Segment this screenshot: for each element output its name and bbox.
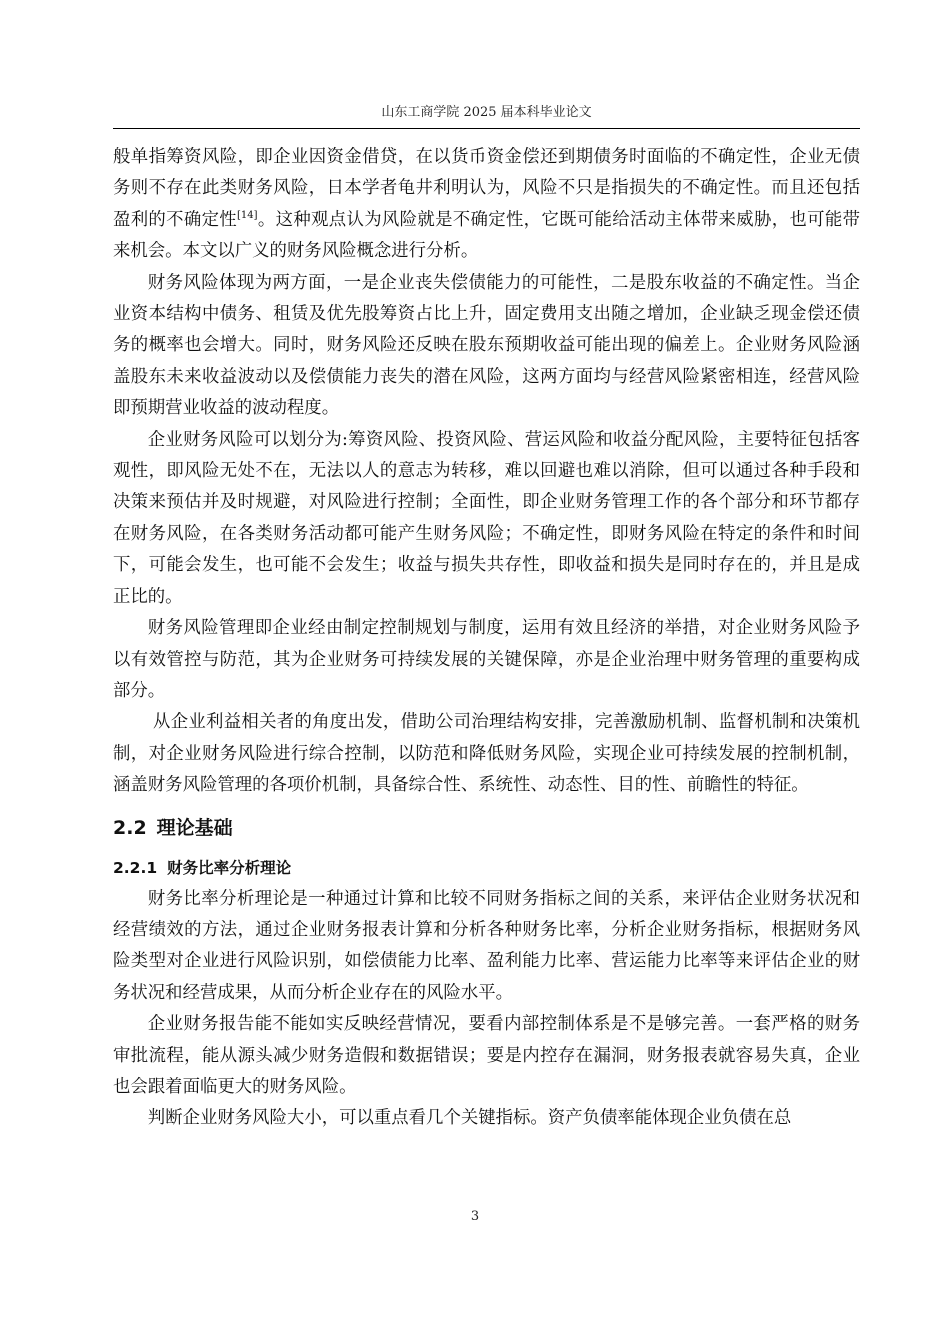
section-number: 2.2 <box>113 816 147 839</box>
header-rule <box>113 128 860 129</box>
citation-ref: [14] <box>237 210 258 222</box>
paragraph: 判断企业财务风险大小，可以重点看几个关键指标。资产负债率能体现企业负债在总 <box>147 1108 792 1129</box>
subsection-title: 财务比率分析理论 <box>167 858 292 877</box>
paragraph: 财务比率分析理论是一种通过计算和比较不同财务指标之间的关系，来评估企业财务状况和经营绩效的方法，通过企业财务报表计算和分析各种财务比率，分析企业财务指标，根据财务风险类型对企业进行风险识别，如偿债能力比率、盈利能力比率、营运能力比率等来评估企业的财务状况和经营成果，从而分析企业存在的风险水平。 <box>113 888 860 1003</box>
paragraph: 企业财务报告能不能如实反映经营情况，要看内部控制体系是不是够完善。一套严格的财务审批流程，能从源头减少财务造假和数据错误；要是内控存在漏洞，财务报表就容易失真，企业也会跟着面临更大的财务风险。 <box>113 1014 860 1097</box>
paragraph: 财务风险管理即企业经由制定控制规划与制度，运用有效且经济的举措，对企业财务风险予以有效管控与防范，其为企业财务可持续发展的关键保障，亦是企业治理中财务管理的重要构成部分。 <box>113 618 860 701</box>
running-header: 山东工商学院 2025 届本科毕业论文 <box>381 105 592 120</box>
page-number: 3 <box>470 1209 480 1224</box>
paragraph: 般单指筹资风险，即企业因资金借贷，在以货币资金偿还到期债务时面临的不确定性，企业无债务则不存在此类财务风险，日本学者龟井利明认为，风险不只是指损失的不确定性。而且还包括盈利的不确定性[14]。这种观点认为风险就是不确定性，它既可能给活动主体带来威胁，也可能带来机会。本文以广义的财务风险概念进行分析。 <box>113 147 860 262</box>
paragraph: 从企业利益相关者的角度出发，借助公司治理结构安排，完善激励机制、监督机制和决策机制，对企业财务风险进行综合控制，以防范和降低财务风险，实现企业可持续发展的控制机制，涵盖财务风险管理的各项价机制，具备综合性、系统性、动态性、目的性、前瞻性的特征。 <box>113 712 860 796</box>
subsection-heading <box>113 852 860 884</box>
section-title: 理论基础 <box>156 816 233 839</box>
page-body <box>113 142 860 1135</box>
section-heading <box>113 810 860 846</box>
paragraph: 企业财务风险可以划分为:筹资风险、投资风险、营运风险和收益分配风险，主要特征包括客观性，即风险无处不在，无法以人的意志为转移，难以回避也难以消除，但可以通过各种手段和决策来预估并及时规避，对风险进行控制；全面性，即企业财务管理工作的各个部分和环节都存在财务风险，在各类财务活动都可能产生财务风险；不确定性，即财务风险在特定的条件和时间下，可能会发生，也可能不会发生；收益与损失共存性，即收益和损失是同时存在的，并且是成正比的。 <box>113 429 860 607</box>
paragraph: 财务风险体现为两方面，一是企业丧失偿债能力的可能性，二是股东收益的不确定性。当企业资本结构中债务、租赁及优先股筹资占比上升，固定费用支出随之增加，企业缺乏现金偿还债务的概率也会增大。同时，财务风险还反映在股东预期收益可能出现的偏差上。企业财务风险涵盖股东未来收益波动以及偿债能力丧失的潜在风险，这两方面均与经营风险紧密相连，经营风险即预期营业收益的波动程度。 <box>113 272 860 419</box>
subsection-number: 2.2.1 <box>113 858 158 877</box>
